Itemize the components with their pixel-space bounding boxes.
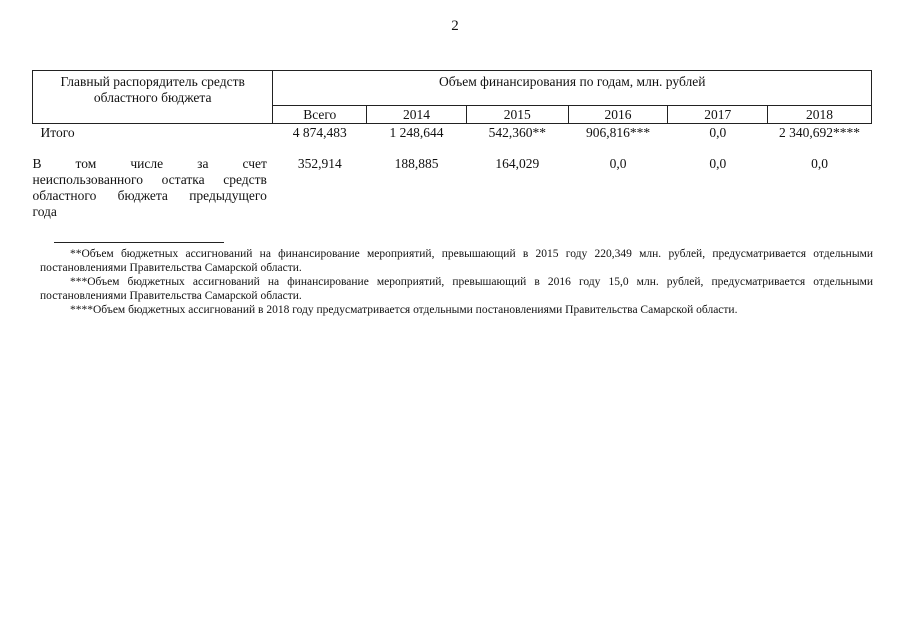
cell-unused-all: 352,914 xyxy=(297,156,342,171)
cell-total-2018: 2 340,692**** xyxy=(779,125,861,140)
page-number: 2 xyxy=(451,18,459,34)
footnote-separator xyxy=(54,242,224,243)
cell-total-2016: 906,816*** xyxy=(585,125,651,140)
column-header-2018: 2018 xyxy=(768,106,872,124)
cell-total-2014: 1 248,644 xyxy=(389,125,444,140)
cell-total-2017: 0,0 xyxy=(709,125,727,140)
cell-unused-2015: 164,029 xyxy=(495,156,540,171)
footnotes xyxy=(40,242,873,317)
row-label-line: В том числе за счет xyxy=(32,156,267,171)
table-row-unused-balance xyxy=(33,156,872,220)
row-spacer xyxy=(33,142,872,156)
row-label-total: Итого xyxy=(40,125,75,140)
row-label-unused-balance xyxy=(33,156,273,220)
header-funding-by-year: Объем финансирования по годам, млн. рублей xyxy=(273,71,872,106)
cell-total-all: 4 874,483 xyxy=(292,125,347,140)
column-header-2017: 2017 xyxy=(668,106,768,124)
cell-unused-2014: 188,885 xyxy=(394,156,439,171)
header-budget-manager: Главный распорядитель средств областного бюджета xyxy=(33,71,273,124)
column-header-2014: 2014 xyxy=(367,106,467,124)
row-label-line: областного бюджета предыдущего xyxy=(32,188,267,203)
footnote-2016: ***Объем бюджетных ассигнований на финансирование мероприятий, превышающий в 2016 году 15,0 млн. рублей, предусматривается отдельными постановлениями Правительства Самарской области. xyxy=(40,276,873,302)
row-label-line: года xyxy=(32,204,57,219)
funding-table xyxy=(32,70,872,220)
row-label-line: неиспользованного остатка средств xyxy=(32,172,267,187)
footnote-2018: ****Объем бюджетных ассигнований в 2018 году предусматривается отдельными постановлениями Правительства Самарской области. xyxy=(70,304,738,316)
footnote-2015: **Объем бюджетных ассигнований на финансирование мероприятий, превышающий в 2015 году 220,349 млн. рублей, предусматривается отдельными постановлениями Правительства Самарской области. xyxy=(40,248,873,274)
cell-unused-2017: 0,0 xyxy=(709,156,727,171)
cell-total-2015: 542,360** xyxy=(488,125,546,140)
column-header-total: Всего xyxy=(273,106,367,124)
column-header-2016: 2016 xyxy=(568,106,668,124)
cell-unused-2018: 0,0 xyxy=(811,156,828,171)
table-header-row xyxy=(33,71,872,106)
cell-unused-2016: 0,0 xyxy=(609,156,627,171)
column-header-2015: 2015 xyxy=(466,106,568,124)
table-row-total xyxy=(33,124,872,143)
